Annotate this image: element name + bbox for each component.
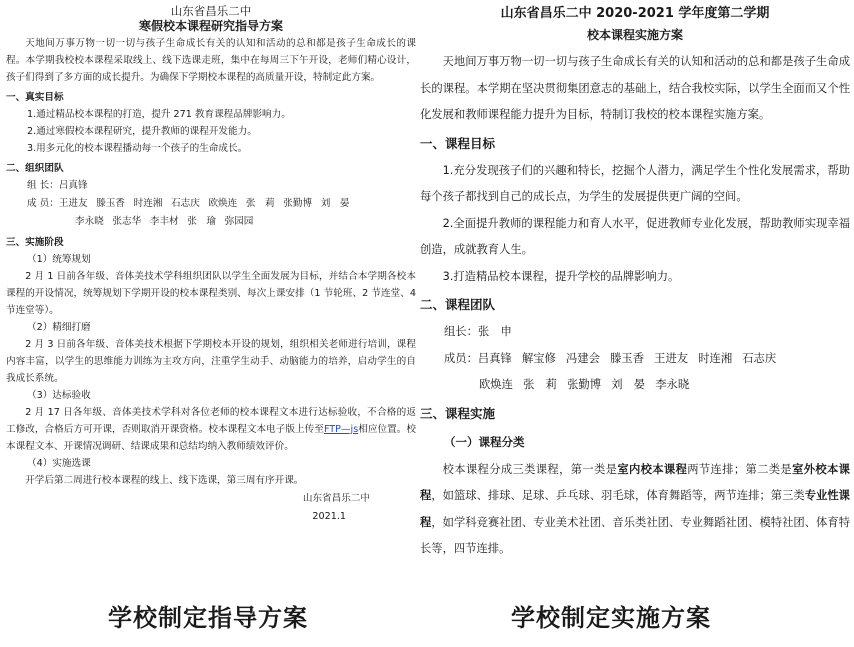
- right-subsection-heading: （一）课程分类: [444, 434, 525, 449]
- member-name: 张勤博: [283, 198, 313, 209]
- member-name: 李永晓: [75, 216, 104, 227]
- member-name: 滕玉香: [610, 351, 644, 365]
- left-doc-title: 寒假校本课程研究指导方案: [138, 19, 283, 33]
- member-name: 欧焕连: [479, 378, 513, 391]
- step-text: 2 月 1 日前各年级、音体美技术学科组织团队以学生全面发展为目标，并结合本学期各校本课程的开设情况，统筹规划下学期开设的校本课程类别、每次上课安排（1 节轮班、2 节连堂、4 节连堂等）。: [6, 271, 416, 316]
- left-team-members-row-2: [6, 213, 416, 231]
- step-title: （3）达标验收: [27, 390, 91, 401]
- step-title: （2）精细打磨: [27, 322, 91, 333]
- member-name: 张 莉: [523, 378, 557, 391]
- category-text: ，如学科竞赛社团、专业美术社团、音乐类社团、专业舞蹈社团、模特社团、体育特长等，四节连排。: [420, 515, 850, 555]
- left-goal-item: 3.用多元化的校本课程播动每一个孩子的生命成长。: [27, 143, 248, 154]
- member-name: 冯建会: [566, 351, 600, 365]
- right-section-2-heading: 二、课程团队: [420, 297, 496, 312]
- guidance-plan-document: [6, 4, 416, 564]
- right-goal-item: 1.充分发现孩子们的兴趣和特长，挖掘个人潜力，满足学生个性化发展需求，帮助每个孩子都找到自己的成长点，为学生的发展提供更广阔的空间。: [420, 163, 850, 203]
- member-name: 张志华: [112, 216, 142, 227]
- implementation-plan-document: [420, 4, 850, 564]
- member-name: 弥园园: [224, 216, 254, 227]
- member-name: 刘 晏: [320, 198, 350, 209]
- right-members-label: 成员：: [444, 351, 478, 365]
- step3-text-a: 2 月 17 日各年级、音体美技术学科对各位老师的校本课程文本进行达标验收，不合格的返工修改，合格后方可开课，否则取消开课资格。校本课程文本电子版上传至: [6, 407, 416, 435]
- right-doc-subtitle: 校本课程实施方案: [586, 28, 683, 42]
- category-text: 校本课程分成三类课程，第一类是: [442, 462, 618, 476]
- right-team-members-row: [420, 346, 850, 373]
- ftp-link[interactable]: FTP—js: [323, 424, 359, 435]
- member-name: 时连湘: [133, 198, 163, 209]
- step-text: 2 月 3 日前各年级、音体美技术根据下学期校本开设的规划，组织相关老师进行培训，课程内容丰富，以学生的思维能力训练为主攻方向，注重学生动手、动脑能力的培养，启动学生的自我成长系统。: [6, 339, 416, 384]
- left-team-leader: 组 长：吕真锋: [27, 180, 88, 191]
- member-name: 张 瑜: [187, 216, 216, 227]
- member-name: 滕玉香: [96, 198, 126, 209]
- member-name: 张勤博: [567, 378, 602, 391]
- member-name: 时连湘: [698, 351, 733, 365]
- step-title: （1）统筹规划: [27, 254, 91, 265]
- member-name: 张 莉: [245, 198, 275, 209]
- left-signature: 山东省昌乐二中: [302, 493, 370, 504]
- right-team-members-row-2: [420, 372, 850, 399]
- step-text: 开学后第二周进行校本课程的线上、线下选课，第三周有序开课。: [25, 475, 304, 486]
- member-name: 王进友: [654, 351, 689, 365]
- right-intro: 天地间万事万物一切一切与孩子生命成长有关的认知和活动的总和都是孩子生命成长的课程。本学期在坚决贯彻集团意志的基础上，结合我校实际，以学生全面而又个性化发展和教师课程能力提升为目标，特制订我校的校本课程实施方案。: [420, 55, 850, 121]
- caption-guidance-plan: 学校制定指导方案: [108, 603, 308, 632]
- member-name: 吕真锋: [477, 351, 512, 365]
- category-text: 两节连排；第二类是: [687, 462, 793, 476]
- right-team-leader: 组长：张 申: [444, 325, 512, 338]
- member-name: 李永晓: [655, 378, 690, 391]
- left-goal-item: 1.通过精品校本课程的打造，提升 271 教育课程品牌影响力。: [27, 109, 291, 120]
- right-doc-title: 山东省昌乐二中 2020-2021 学年度第二学期: [500, 6, 770, 21]
- member-name: 李丰材: [149, 216, 179, 227]
- step-text: [6, 404, 416, 455]
- left-section-2-heading: 二、组织团队: [6, 163, 64, 174]
- right-goal-item: 3.打造精品校本课程，提升学校的品牌影响力。: [442, 269, 680, 283]
- left-section-3-heading: 三、实施阶段: [6, 237, 64, 248]
- category-professional: 专业性课程: [420, 489, 850, 529]
- right-goal-item: 2.全面提升教师的课程能力和育人水平，促进教师专业化发展，帮助教师实现幸福创造，成就教育人生。: [420, 216, 850, 256]
- left-members-label: 成 员：: [27, 198, 59, 209]
- caption-implementation-plan: 学校制定实施方案: [511, 603, 711, 632]
- member-name: 石志庆: [742, 351, 777, 365]
- left-goal-item: 2.通过寒假校本课程研究，提升教师的课程开发能力。: [27, 126, 257, 137]
- right-section-1-heading: 一、课程目标: [420, 135, 496, 151]
- left-section-1-heading: 一、真实目标: [6, 92, 64, 103]
- member-name: 刘 晏: [611, 378, 646, 391]
- category-outdoor: 室外校本课程: [420, 462, 850, 502]
- category-text: ，如篮球、排球、足球、乒乓球、羽毛球，体育舞蹈等，两节连排；第三类: [431, 489, 805, 502]
- step-title: （4）实施选课: [27, 458, 91, 469]
- course-categories-paragraph: [420, 457, 850, 563]
- right-section-3-heading: 三、课程实施: [420, 405, 496, 421]
- member-name: 欧焕连: [208, 198, 238, 209]
- step3-text-b: 相应位置。校本课程文本、开课情况调研、结课成果和总结均纳入教师绩效评价。: [6, 424, 416, 452]
- left-school-name: 山东省昌乐二中: [170, 4, 252, 18]
- left-intro: 天地间万事万物一切一切与孩子生命成长有关的认知和活动的总和都是孩子生命成长的课程。本学期我校校本课程采取线上、线下选课走班，集中在每周三下午开设，老师们精心设计，孩子们得到了多方面的成长提升。为确保下学期校本课程的高质量开设，特制定此方案。: [6, 38, 416, 83]
- member-name: 石志庆: [171, 198, 200, 209]
- member-name: 解宝修: [521, 351, 556, 365]
- member-name: 王进友: [58, 198, 88, 209]
- left-team-members-row: [6, 195, 416, 213]
- category-indoor: 室内校本课程: [617, 462, 688, 476]
- left-date: 2021.1: [312, 511, 346, 522]
